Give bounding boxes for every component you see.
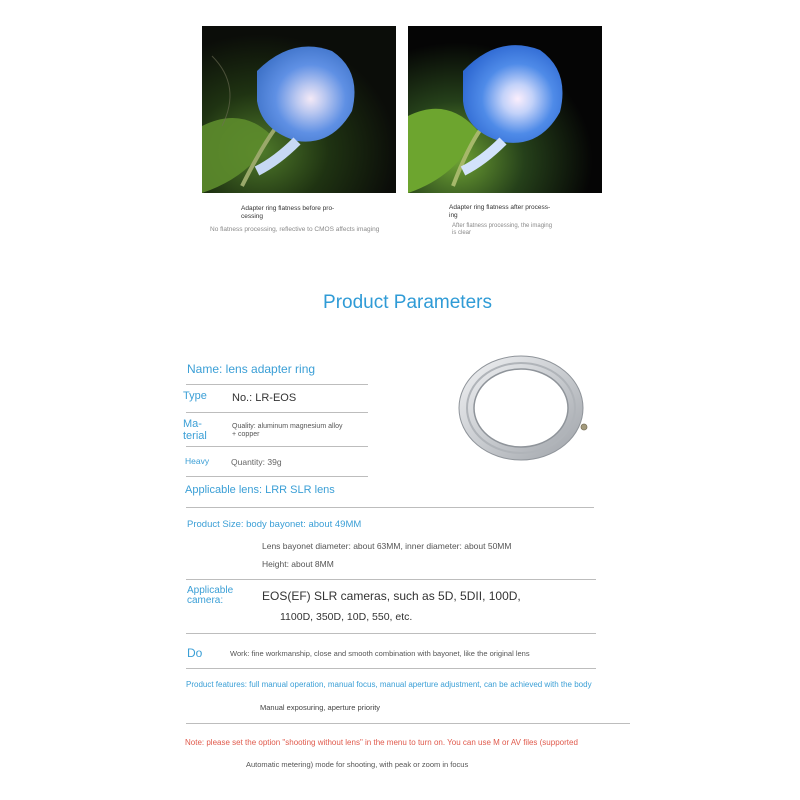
divider: [186, 476, 368, 477]
do-label: Do: [187, 646, 203, 660]
divider: [186, 579, 596, 580]
type-value: No.: LR-EOS: [232, 392, 297, 404]
adapter-ring-image: [455, 352, 595, 464]
before-processing-photo: [202, 26, 396, 193]
camera-line-2: 1100D, 350D, 10D, 550, etc.: [280, 611, 413, 623]
lens-bayonet: Lens bayonet diameter: about 63MM, inner diameter: about 50MM: [262, 541, 512, 551]
divider: [186, 446, 368, 447]
height: Height: about 8MM: [262, 559, 334, 569]
material-label: Ma- terial: [183, 418, 207, 442]
before-caption-note: No flatness processing, reflective to CMOS affects imaging: [210, 226, 380, 233]
divider: [186, 723, 630, 724]
do-value: Work: fine workmanship, close and smooth combination with bayonet, like the original lens: [230, 649, 530, 658]
section-title: Product Parameters: [323, 292, 492, 313]
divider: [186, 633, 596, 634]
after-processing-photo: [408, 26, 602, 193]
features-line-1: Product features: full manual operation, manual focus, manual aperture adjustment, can be achieved with the body: [186, 680, 592, 689]
note-line-1: Note: please set the option "shooting without lens" in the menu to turn on. You can use M or AV files (supported: [185, 738, 578, 747]
type-label: Type: [183, 390, 207, 402]
camera-label: Applicable camera:: [187, 585, 234, 606]
product-size: Product Size: body bayonet: about 49MM: [187, 519, 362, 530]
param-name: Name: lens adapter ring: [187, 362, 316, 376]
heavy-value: Quantity: 39g: [231, 457, 282, 467]
features-line-2: Manual exposuring, aperture priority: [260, 703, 381, 712]
divider: [186, 507, 594, 508]
material-value: Quality: aluminum magnesium alloy + copper: [232, 423, 343, 438]
morning-glory-image-before: [202, 26, 396, 193]
note-line-2: Automatic metering) mode for shooting, with peak or zoom in focus: [246, 760, 469, 769]
applicable-lens: Applicable lens: LRR SLR lens: [185, 484, 335, 496]
after-caption-note: After flatness processing, the imaging is clear: [452, 223, 553, 236]
after-caption-title: Adapter ring flatness after process- ing: [449, 204, 551, 219]
divider: [186, 668, 596, 669]
before-caption-title: Adapter ring flatness before pro- cessing: [241, 205, 335, 220]
camera-line-1: EOS(EF) SLR cameras, such as 5D, 5DII, 100D,: [262, 589, 521, 603]
heavy-label: Heavy: [185, 456, 210, 466]
divider: [186, 384, 368, 385]
divider: [186, 412, 368, 413]
morning-glory-image-after: [408, 26, 602, 193]
